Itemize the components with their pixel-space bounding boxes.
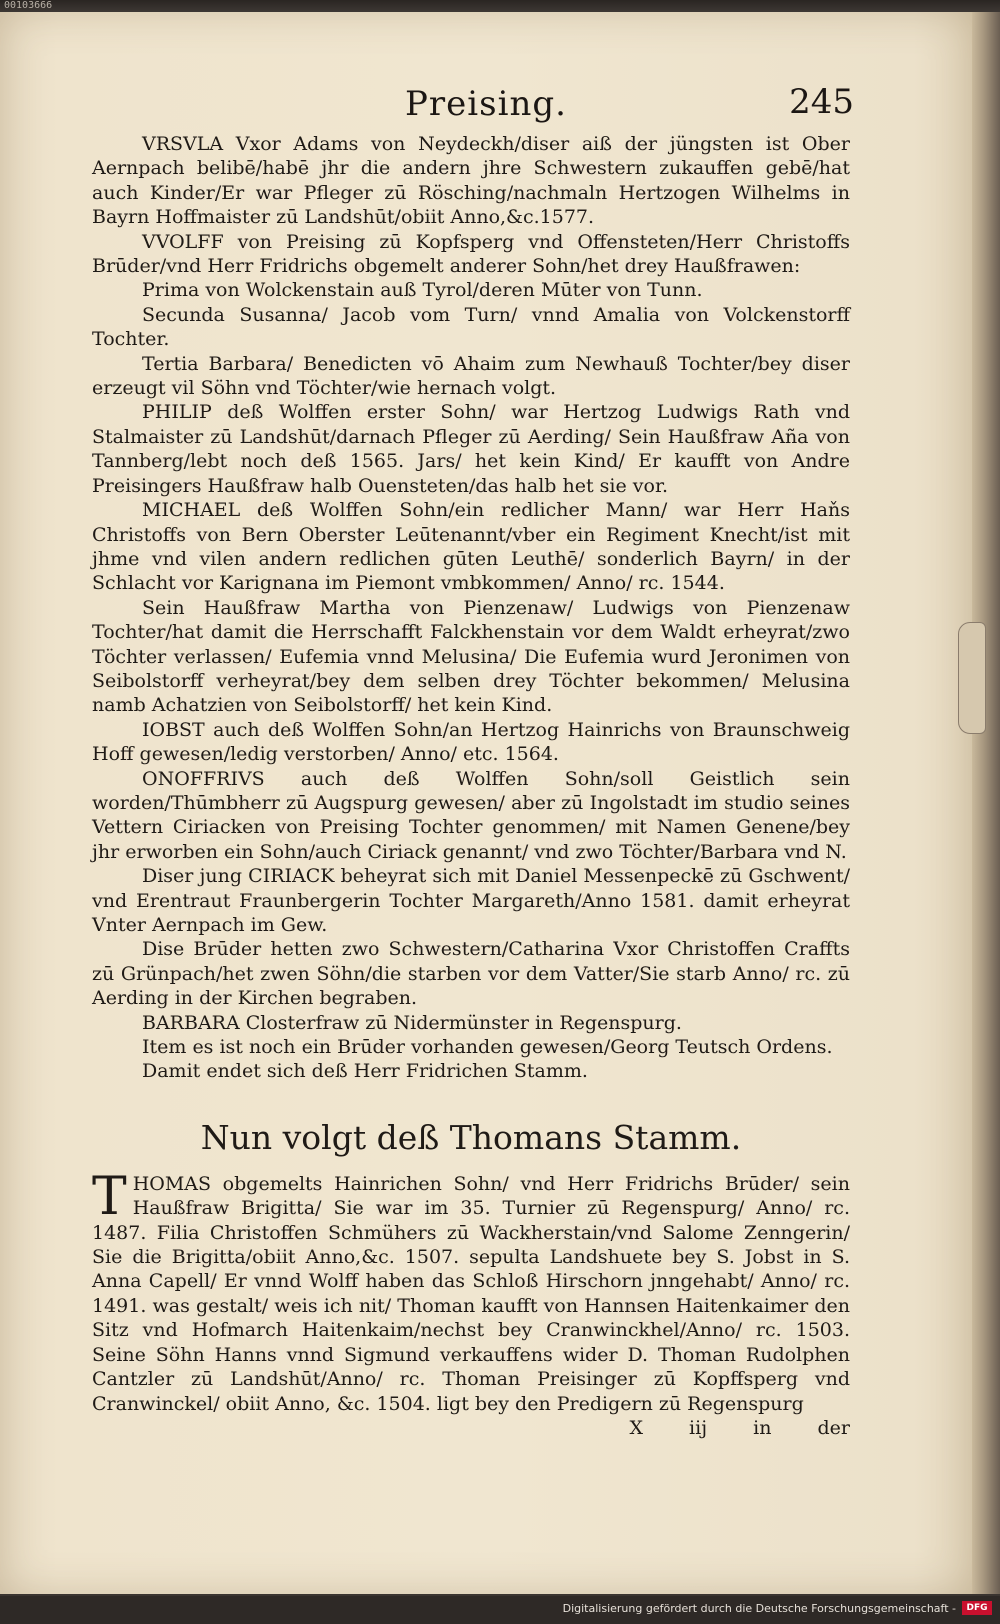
folio-number: 245: [789, 82, 854, 122]
paragraph: Item es ist noch ein Brūder vorhanden gewesen/Georg Teutsch Ordens.: [142, 1036, 833, 1059]
page-edge: [972, 12, 1000, 1594]
section-heading: Nun volgt deß Thomans Stamm.: [200, 1117, 742, 1157]
footer-credit: Digitalisierung gefördert durch die Deutsche Forschungsgemeinschaft -: [562, 1602, 956, 1615]
page-tab: [958, 622, 986, 734]
paragraph: BARBARA Closterfraw zū Nidermünster in Regenspurg.: [142, 1011, 682, 1034]
scan-reference: 00103666: [4, 0, 53, 11]
paragraph: Secunda Susanna/ Jacob vom Turn/ vnnd Amalia von Volckenstorff Tochter.: [92, 303, 850, 351]
paragraph: ONOFFRIVS auch deß Wolffen Sohn/soll Geistlich sein worden/Thūmbherr zū Augspurg gewesen/ aber zū Ingolstadt im studio seines Vettern Ciriacken von Preising Tochter genommen/ mit Namen Genene/bey jhr erworben ein Sohn/auch Ciriack genannt/ vnd zwo Töchter/Barbara vnd N.: [92, 767, 850, 863]
paragraph: PHILIP deß Wolffen erster Sohn/ war Hertzog Ludwigs Rath vnd Stalmaister zū Landshūt/darnach Pfleger zū Aerding/ Sein Haußfraw Aña von Tannberg/lebt noch deß 1565. Jars/ het kein Kind/ Er kaufft von Andre Preisingers Haußfraw halb Ouensteten/das halb het sie vor.: [92, 401, 850, 497]
paragraph: MICHAEL deß Wolffen Sohn/ein redlicher Mann/ war Herr Haňs Christoffs von Bern Oberster Leūtenannt/vber ein Regiment Knecht/ist mit jhme vnd vilen andern redlichen gūten Leuthē/ sonderlich Bayrn/ in der Schlacht vor Karignana im Piemont vmbkommen/ Anno/ rc. 1544.: [92, 499, 850, 595]
dfg-logo: DFG: [962, 1601, 992, 1615]
paragraph: Damit endet sich deß Herr Fridrichen Stamm.: [142, 1060, 588, 1083]
signature-line: [92, 1416, 850, 1440]
paragraph-text: HOMAS obgemelts Hainrichen Sohn/ vnd Herr Fridrichs Brūder/ sein Haußfraw Brigitta/ Sie war im 35. Turnier zū Regenspurg/ Anno/ rc. 1487. Filia Christoffen Schmühers zū Wackherstain/vnd Salome Zenngerin/ Sie die Brigitta/obiit Anno,&c. 1507. sepulta Landshuete bey S. Jobst in S. Anna Capell/ Er vnnd Wolff haben das Schloß Hirschorn jnngehabt/ Anno/ rc. 1491. was gestalt/ weis ich nit/ Thoman kaufft von Hannsen Haitenkaimer den Sitz vnd Hofmarch Haitenkaim/nechst bey Cranwinckhel/Anno/ rc. 1503. Seine Söhn Hanns vnnd Sigmund verkauffens wider D. Thoman Rudolphen Cantzler zū Landshūt/Anno/ rc. Thoman Preisinger zū Kopffsperg vnd Cranwinckel/ obiit Anno, &c. 1504. ligt bey den Predigern zū Regenspurg: [92, 1172, 850, 1415]
main-text: [92, 132, 850, 1440]
paragraph: Dise Brūder hetten zwo Schwestern/Catharina Vxor Christoffen Craffts zū Grünpach/het zwen Söhn/die starben vor dem Vatter/Sie starb Anno/ rc. zū Aerding in der Kirchen begraben.: [92, 938, 850, 1010]
dropcap-paragraph: [92, 1166, 850, 1416]
running-title: Preising.: [405, 84, 567, 124]
paragraph: Prima von Wolckenstain auß Tyrol/deren Mūter von Tunn.: [142, 279, 703, 302]
paragraph: Tertia Barbara/ Benedicten vō Ahaim zum Newhauß Tochter/bey diser erzeugt vil Söhn vnd Töchter/wie hernach volgt.: [92, 352, 850, 400]
catchword: in der: [753, 1416, 850, 1439]
running-head: [130, 82, 860, 128]
drop-capital: T: [92, 1166, 127, 1227]
paragraph: Diser jung CIRIACK beheyrat sich mit Daniel Messenpeckē zū Gschwent/ vnd Erentraut Fraunbergerin Tochter Margareth/Anno 1581. damit erheyrat Vnter Aernpach im Gew.: [92, 865, 850, 936]
footer-bar: [0, 1596, 1000, 1624]
paragraph: VRSVLA Vxor Adams von Neydeckh/diser aiß der jüngsten ist Ober Aernpach belibē/habē jhr die andern jhre Schwestern zukauffen gebē/hat auch Kinder/Er war Pfleger zū Rösching/nachmaln Hertzogen Wilhelms in Bayrn Hoffmaister zū Landshūt/obiit Anno,&c.1577.: [92, 133, 850, 229]
paragraph: IOBST auch deß Wolffen Sohn/an Hertzog Hainrichs von Braunschweig Hoff gewesen/ledig verstorben/ Anno/ etc. 1564.: [92, 718, 850, 766]
signature-mark: X iij: [629, 1416, 708, 1439]
paragraph: Sein Haußfraw Martha von Pienzenaw/ Ludwigs von Pienzenaw Tochter/hat damit die Herrschafft Falckhenstain vor dem Waldt erheyrat/zwo Töchter verlassen/ Eufemia vnnd Melusina/ Die Eufemia wurd Jeronimen von Seibolstorff verheyrat/bey dem selben drey Töchter bekommen/ Melusina namb Achatzien von Seibolstorff/ het kein Kind.: [92, 596, 850, 717]
book-page: [0, 12, 972, 1594]
paragraph: VVOLFF von Preising zū Kopfsperg vnd Offensteten/Herr Christoffs Brūder/vnd Herr Fridrichs obgemelt anderer Sohn/het drey Haußfrawen:: [92, 230, 850, 278]
